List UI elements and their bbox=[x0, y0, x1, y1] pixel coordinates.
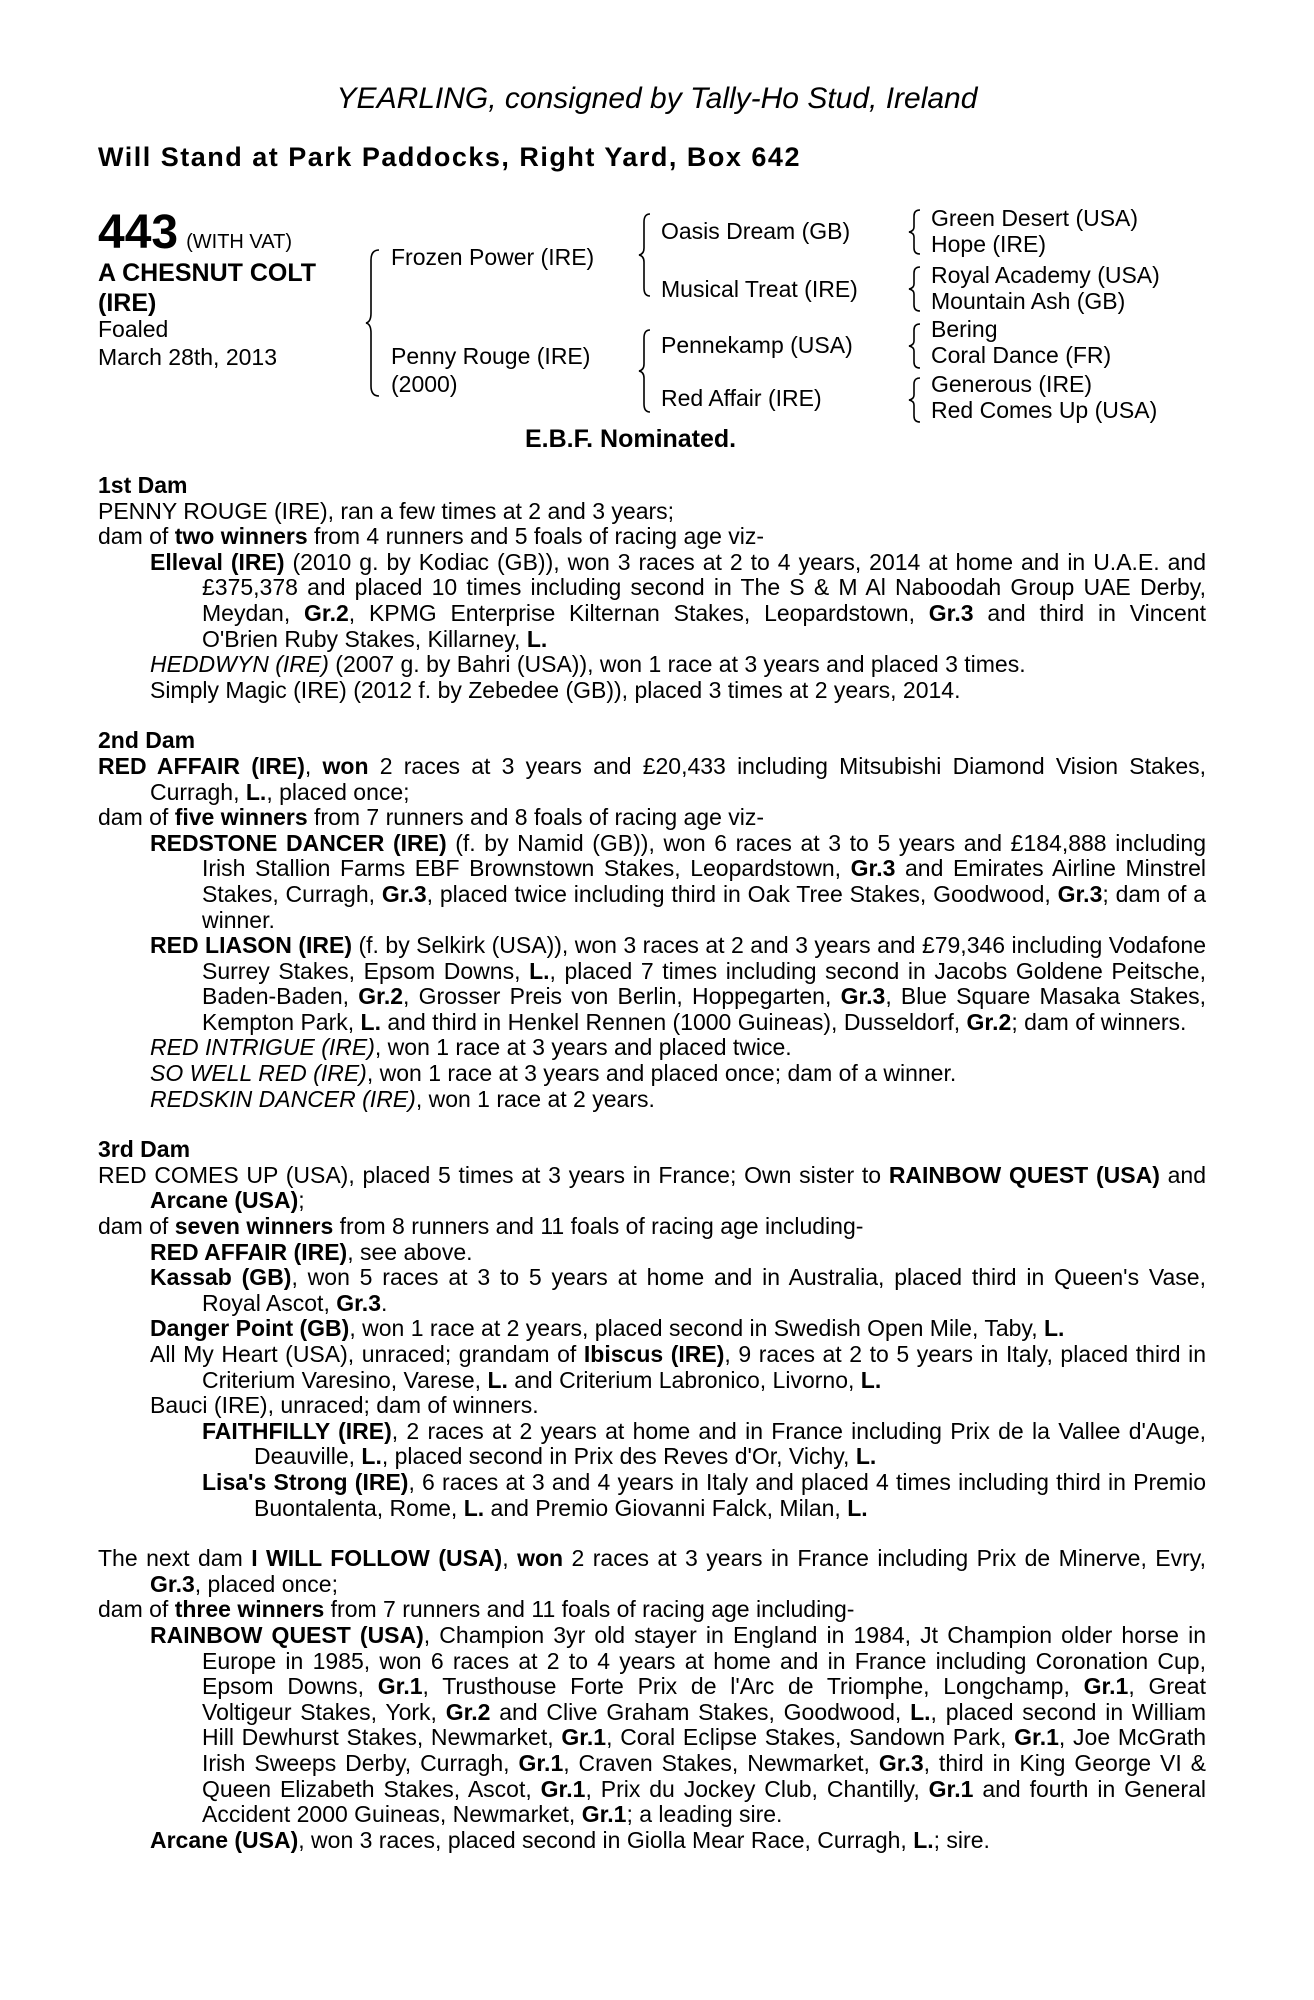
dam-history bbox=[98, 473, 1206, 1853]
produce-kassab: Kassab (GB), won 5 races at 3 to 5 years at home and in Australia, placed third in Queen's Vase, Royal Ascot, Gr.3. bbox=[150, 1264, 1206, 1316]
pedigree-sire-dam: Musical Treat (IRE) bbox=[661, 276, 858, 302]
pedigree-g2: Hope (IRE) bbox=[931, 231, 1047, 257]
produce-simply-magic: Simply Magic (IRE) (2012 f. by Zebedee (GB)), placed 3 times at 2 years, 2014. bbox=[150, 676, 961, 703]
produce-arcane: Arcane (USA), won 3 races, placed second in Giolla Mear Race, Curragh, L.; sire. bbox=[150, 1826, 990, 1853]
produce-bauci: Bauci (IRE), unraced; dam of winners. bbox=[150, 1392, 539, 1419]
produce-danger-point: Danger Point (GB), won 1 race at 2 years, placed second in Swedish Open Mile, Taby, L. bbox=[150, 1315, 1065, 1342]
foaled-info bbox=[98, 315, 277, 371]
lot-description-line1: A CHESNUT COLT bbox=[98, 259, 317, 287]
produce-heddwyn: HEDDWYN (IRE) (2007 g. by Bahri (USA)), won 1 race at 3 years and placed 3 times. bbox=[150, 651, 1026, 678]
produce-red-intrigue: RED INTRIGUE (IRE), won 1 race at 3 years and placed twice. bbox=[150, 1034, 792, 1061]
produce-all-my-heart: All My Heart (USA), unraced; grandam of Ibiscus (IRE), 9 races at 2 to 5 years in Italy, placed third in Criterium Varesino, Varese, L. and Criterium Labronico, Livorno, L. bbox=[150, 1341, 1206, 1393]
pedigree-bracket-g78 bbox=[908, 376, 922, 424]
third-dam-produce-line: dam of seven winners from 8 runners and 11 foals of racing age including- bbox=[98, 1213, 864, 1240]
pedigree-dam-year: (2000) bbox=[391, 371, 458, 397]
pedigree-dam-dam: Red Affair (IRE) bbox=[661, 385, 822, 411]
pedigree-g5: Bering bbox=[931, 316, 998, 342]
produce-redstone-dancer: REDSTONE DANCER (IRE) (f. by Namid (GB)), won 6 races at 3 to 5 years and £184,888 including Irish Stallion Farms EBF Brownstown Stakes, Leopardstown, Gr.3 and Emirates Airline Minstrel Stakes, Curragh, Gr.3, placed twice including third in Oak Tree Stakes, Goodwood, Gr.3; dam of a winner. bbox=[150, 829, 1207, 933]
pedigree-dam-sire: Pennekamp (USA) bbox=[661, 332, 853, 358]
pedigree-g1: Green Desert (USA) bbox=[931, 205, 1139, 231]
produce-redskin-dancer: REDSKIN DANCER (IRE), won 1 race at 2 years. bbox=[150, 1085, 655, 1112]
pedigree-bracket-g56 bbox=[908, 322, 922, 370]
pedigree-bracket-g12 bbox=[908, 208, 922, 256]
pedigree-g8: Red Comes Up (USA) bbox=[931, 397, 1158, 423]
pedigree-g6: Coral Dance (FR) bbox=[931, 342, 1112, 368]
produce-rainbow-quest: RAINBOW QUEST (USA), Champion 3yr old stayer in England in 1984, Jt Champion older horse in Europe in 1985, won 6 races at 2 to 4 years at home and in France including Coronation Cup, Epsom Downs, Gr.1, Trusthouse Forte Prix de l'Arc de Triomphe, Longchamp, Gr.1, Great Voltigeur Stakes, York, Gr.2 and Clive Graham Stakes, Goodwood, L., placed second in William Hill Dewhurst Stakes, Newmarket, Gr.1, Coral Eclipse Stakes, Sandown Park, Gr.1, Joe McGrath Irish Sweeps Derby, Curragh, Gr.1, Craven Stakes, Newmarket, Gr.3, third in King George VI & Queen Elizabeth Stakes, Ascot, Gr.1, Prix du Jockey Club, Chantilly, Gr.1 and fourth in General Accident 2000 Guineas, Newmarket, Gr.1; a leading sire. bbox=[150, 1621, 1206, 1828]
second-dam-heading: 2nd Dam bbox=[98, 727, 196, 754]
produce-elleval: Elleval (IRE) (2010 g. by Kodiac (GB)), won 3 races at 2 to 4 years, 2014 at home and in U.A.E. and £375,378 and placed 10 times including second in The S & M Al Naboodah Group UAE Derby, Meydan, Gr.2, KPMG Enterprise Kilternan Stakes, Leopardstown, Gr.3 and third in Vincent O'Brien Ruby Stakes, Killarney, L. bbox=[150, 548, 1207, 652]
pedigree-g3: Royal Academy (USA) bbox=[931, 262, 1160, 288]
stand-location: Will Stand at Park Paddocks, Right Yard, Box 642 bbox=[98, 142, 801, 172]
third-dam-line: RED COMES UP (USA), placed 5 times at 3 years in France; Own sister to RAINBOW QUEST (USA) and Arcane (USA); bbox=[98, 1161, 1207, 1214]
pedigree-sire: Frozen Power (IRE) bbox=[391, 244, 595, 270]
lot-description bbox=[98, 258, 316, 318]
first-dam-produce-line: dam of two winners from 4 runners and 5 foals of racing age viz- bbox=[98, 523, 765, 550]
consignment-line: YEARLING, consigned by Tally-Ho Stud, Ireland bbox=[336, 82, 978, 115]
pedigree-g4: Mountain Ash (GB) bbox=[931, 288, 1126, 314]
first-dam-line: PENNY ROUGE (IRE), ran a few times at 2 and 3 years; bbox=[98, 497, 675, 524]
foaled-date: March 28th, 2013 bbox=[98, 344, 278, 370]
next-dam-produce-line: dam of three winners from 7 runners and 11 foals of racing age including- bbox=[98, 1596, 855, 1623]
produce-faithfilly: FAITHFILLY (IRE), 2 races at 2 years at home and in France including Prix de la Vallee d'Auge, Deauville, L., placed second in Prix des Reves d'Or, Vichy, L. bbox=[202, 1417, 1207, 1470]
next-dam-line: The next dam I WILL FOLLOW (USA), won 2 races at 3 years in France including Prix de Minerve, Evry, Gr.3, placed once; bbox=[98, 1545, 1206, 1597]
produce-lisas-strong: Lisa's Strong (IRE), 6 races at 3 and 4 years in Italy and placed 4 times including third in Premio Buontalenta, Rome, L. and Premio Giovanni Falck, Milan, L. bbox=[202, 1468, 1206, 1521]
lot-number: 443 bbox=[98, 206, 179, 259]
produce-red-affair: RED AFFAIR (IRE), see above. bbox=[150, 1238, 473, 1265]
vat-note: (WITH VAT) bbox=[186, 231, 292, 253]
second-dam-line: RED AFFAIR (IRE), won 2 races at 3 years and £20,433 including Mitsubishi Diamond Vision Stakes, Curragh, L., placed once; bbox=[98, 752, 1206, 805]
ebf-nominated: E.B.F. Nominated. bbox=[525, 425, 737, 453]
foaled-label: Foaled bbox=[98, 316, 169, 342]
pedigree-g7: Generous (IRE) bbox=[931, 371, 1093, 397]
lot-number-block bbox=[98, 205, 292, 260]
pedigree-sire-sire: Oasis Dream (GB) bbox=[661, 218, 851, 244]
pedigree-bracket-sire bbox=[638, 212, 652, 298]
produce-red-liason: RED LIASON (IRE) (f. by Selkirk (USA)), won 3 races at 2 and 3 years and £79,346 including Vodafone Surrey Stakes, Epsom Downs, L., placed 7 times including second in Jacobs Goldene Peitsche, Baden-Baden, Gr.2, Grosser Preis von Berlin, Hoppegarten, Gr.3, Blue Square Masaka Stakes, Kempton Park, L. and third in Henkel Rennen (1000 Guineas), Dusseldorf, Gr.2; dam of winners. bbox=[150, 932, 1207, 1035]
lot-description-line2: (IRE) bbox=[98, 289, 157, 317]
pedigree-bracket-g34 bbox=[908, 265, 922, 313]
first-dam-heading: 1st Dam bbox=[98, 472, 188, 498]
second-dam-produce-line: dam of five winners from 7 runners and 8 foals of racing age viz- bbox=[98, 804, 765, 831]
third-dam-heading: 3rd Dam bbox=[98, 1136, 191, 1163]
pedigree-dam: Penny Rouge (IRE) bbox=[391, 343, 591, 369]
produce-so-well-red: SO WELL RED (IRE), won 1 race at 3 years and placed once; dam of a winner. bbox=[150, 1060, 957, 1087]
pedigree-bracket-main bbox=[365, 248, 381, 398]
pedigree-bracket-dam bbox=[638, 328, 652, 414]
